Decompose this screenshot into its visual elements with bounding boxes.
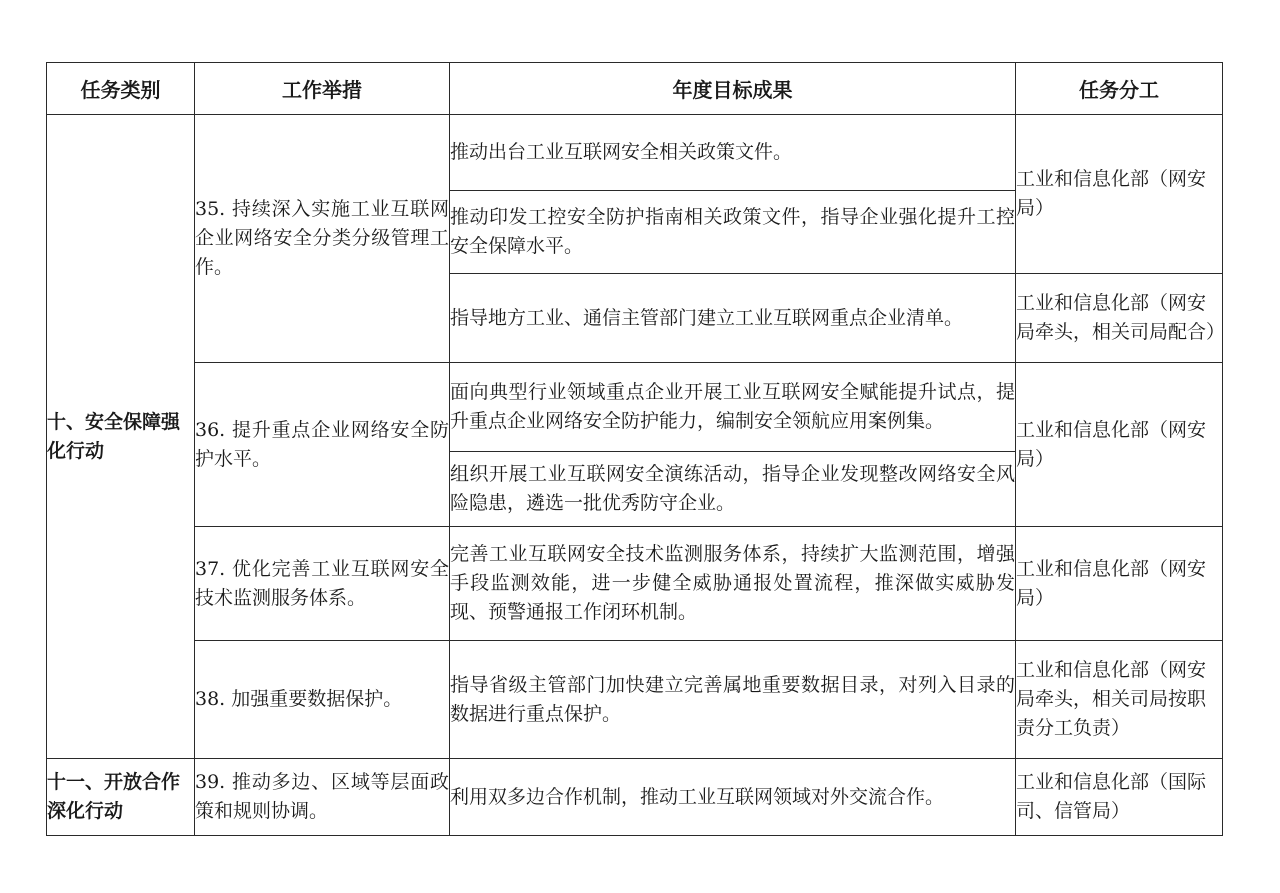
header-responsible: 任务分工 [1016,63,1223,115]
responsible-35ab: 工业和信息化部（网安局） [1016,168,1207,219]
measure-cell-38 [195,641,450,759]
category-cell-security [47,115,195,759]
goal-cell-39 [450,759,1016,836]
measure-35: 35. 持续深入实施工业互联网企业网络安全分类分级管理工作。 [195,198,449,278]
category-cell-opening [47,759,195,836]
goal-cell-36b [450,452,1016,527]
responsible-36: 工业和信息化部（网安局） [1016,418,1207,470]
responsible-35c: 工业和信息化部（网安局牵头，相关司局配合） [1016,292,1226,343]
goal-35b: 推动印发工控安全防护指南相关政策文件，指导企业强化提升工控安全保障水平。 [450,206,1015,257]
goal-cell-35c [450,274,1016,363]
responsible-cell-35c [1016,274,1226,363]
responsible-cell-37 [1016,527,1223,641]
table-header-row [47,63,1223,115]
measure-38: 38. 加强重要数据保护。 [195,688,403,710]
goal-cell-35a [450,115,1016,191]
goal-cell-35b [450,191,1016,274]
goal-36a: 面向典型行业领域重点企业开展工业互联网安全赋能提升试点，提升重点企业网络安全防护能力，编制安全领航应用案例集。 [450,381,1015,432]
goal-35a: 推动出台工业互联网安全相关政策文件。 [450,141,793,163]
responsible-39: 工业和信息化部（国际司、信管局） [1016,771,1207,822]
goal-37: 完善工业互联网安全技术监测服务体系，持续扩大监测范围，增强手段监测效能，进一步健全威胁通报处置流程，推深做实威胁发现、预警通报工作闭环机制。 [450,543,1015,623]
table-row [47,363,1223,452]
table-row [47,527,1223,641]
goal-36b: 组织开展工业互联网安全演练活动，指导企业发现整改网络安全风险隐患，遴选一批优秀防守企业。 [450,463,1015,514]
measure-cell-35 [195,115,450,363]
table-row [47,641,1223,759]
table-row [47,759,1223,836]
measure-37: 37. 优化完善工业互联网安全技术监测服务体系。 [195,557,449,609]
responsible-cell-36 [1016,363,1223,527]
goal-cell-37 [450,527,1016,641]
goal-35c: 指导地方工业、通信主管部门建立工业互联网重点企业清单。 [450,306,964,329]
measure-cell-39 [195,759,450,836]
responsible-cell-39 [1016,759,1223,836]
task-table [46,62,1226,836]
responsible-38: 工业和信息化部（网安局牵头，相关司局按职责分工负责） [1016,659,1207,739]
goal-39: 利用双多边合作机制，推动工业互联网领域对外交流合作。 [450,785,945,808]
measure-cell-37 [195,527,450,641]
goal-cell-38 [450,641,1016,759]
category-opening: 十一、开放合作深化行动 [47,771,181,822]
measure-cell-36 [195,363,450,527]
header-category: 任务类别 [47,63,195,115]
measure-36: 36. 提升重点企业网络安全防护水平。 [195,418,449,470]
header-goal: 年度目标成果 [450,63,1016,115]
responsible-cell-38 [1016,641,1223,759]
header-measure: 工作举措 [195,63,450,115]
responsible-cell-35ab [1016,115,1223,274]
goal-cell-36a [450,363,1016,452]
category-security: 十、安全保障强化行动 [47,410,181,462]
measure-39: 39. 推动多边、区域等层面政策和规则协调。 [195,771,449,822]
table-row [47,115,1223,191]
goal-38: 指导省级主管部门加快建立完善属地重要数据目录，对列入目录的数据进行重点保护。 [450,673,1015,725]
responsible-37: 工业和信息化部（网安局） [1016,557,1207,609]
